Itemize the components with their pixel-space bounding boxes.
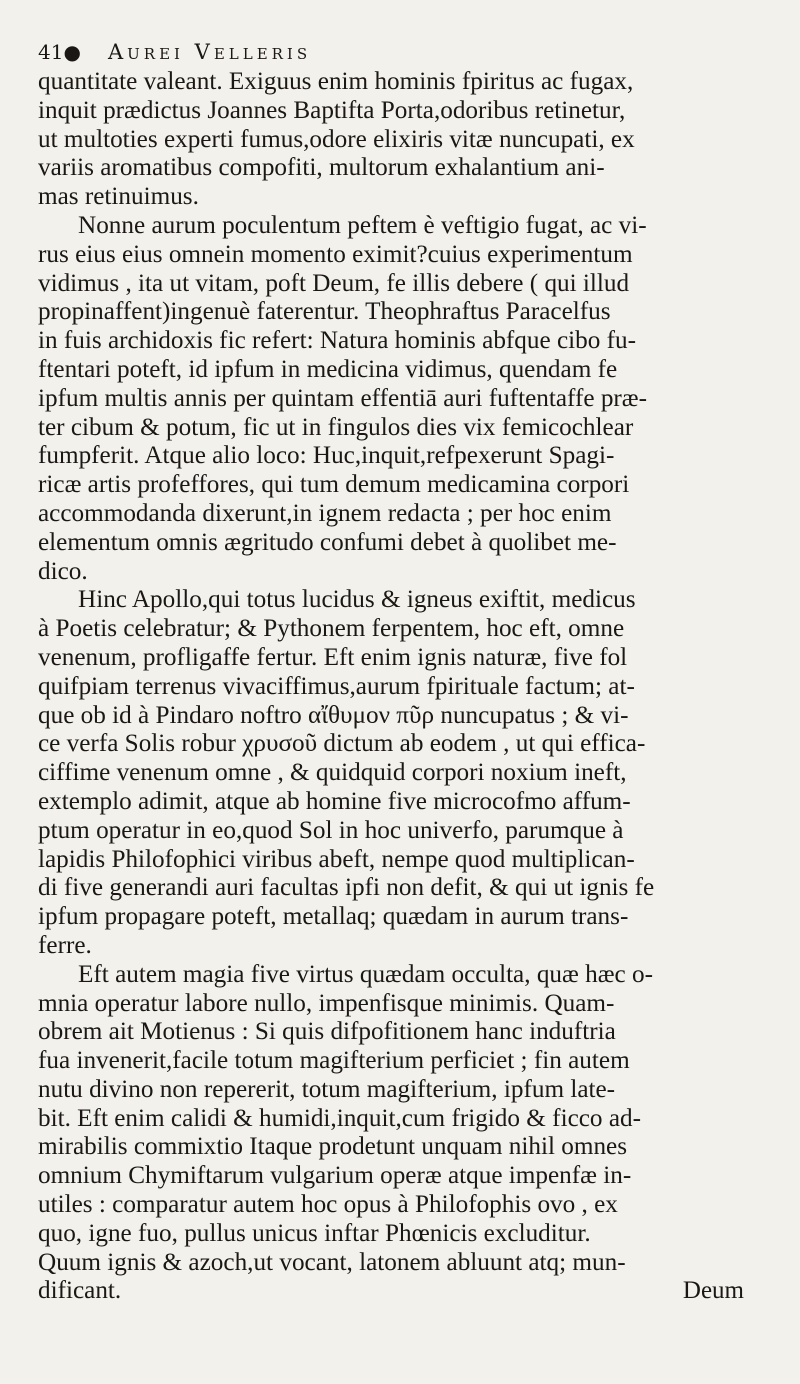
text-line: que ob id à Pindaro noftro αἴθυμον πῦρ nuncupatus ; & vi- bbox=[38, 701, 629, 729]
text-line: ter cibum & potum, fic ut in fingulos dies vix femicochlear bbox=[38, 413, 634, 441]
text-line: ciffime venenum omne , & quidquid corpori noxium ineft, bbox=[38, 759, 627, 787]
text-line: omnium Chymiftarum vulgarium operæ atque impenfæ in- bbox=[38, 1162, 632, 1190]
text-line: ptum operatur in eo,quod Sol in hoc univerfo, parumque à bbox=[38, 816, 624, 844]
text-line: variis aromatibus compofiti, multorum exhalantium ani- bbox=[38, 154, 605, 182]
text-line: inquit prædictus Joannes Baptifta Porta,odoribus retinetur, bbox=[38, 96, 626, 124]
text-line: bit. Eft enim calidi & humidi,inquit,cum frigido & ficco ad- bbox=[38, 1104, 641, 1132]
text-line: ipfum propagare poteft, metallaq; quædam in aurum trans- bbox=[38, 903, 629, 931]
text-line: Quum ignis & azoch,ut vocant, latonem abluunt atq; mun- bbox=[38, 1248, 626, 1276]
text-line: fumpferit. Atque alio loco: Huc,inquit,refpexerunt Spagi- bbox=[38, 442, 615, 470]
text-line: dico. bbox=[38, 557, 88, 585]
page-number: 41● bbox=[38, 40, 81, 64]
text-line: venenum, profligaffe fertur. Eft enim ignis naturæ, five fol bbox=[38, 643, 628, 671]
last-line bbox=[38, 1277, 774, 1306]
text-line: mirabilis commixtio Itaque prodetunt unquam nihil omnes bbox=[38, 1133, 628, 1161]
text-line: quo, igne fuo, pullus unicus inftar Phœnicis excluditur. bbox=[38, 1219, 591, 1247]
catchword: Deum bbox=[682, 1277, 744, 1305]
text-line: ferre. bbox=[38, 931, 92, 959]
text-line: dificant. bbox=[38, 1277, 122, 1305]
text-line: utiles : comparatur autem hoc opus à Philofophis ovo , ex bbox=[38, 1191, 618, 1219]
text-line: elementum omnis ægritudo confumi debet à quolibet me- bbox=[38, 528, 617, 556]
text-line: accommodanda dixerunt,in ignem redacta ; per hoc enim bbox=[38, 499, 612, 527]
text-line: extemplo adimit, atque ab homine five microcofmo affum- bbox=[38, 787, 631, 815]
text-line: mas retinuimus. bbox=[38, 183, 199, 211]
text-line: ut multoties experti fumus,odore elixiris vitæ nuncupati, ex bbox=[38, 125, 635, 153]
text-line: quantitate valeant. Exiguus enim hominis fpiritus ac fugax, bbox=[38, 68, 634, 95]
text-line: ipfum multis annis per quintam effentiā auri fuftentaffe præ- bbox=[38, 384, 647, 412]
paragraph-start-line: Hinc Apollo,qui totus lucidus & igneus exiftit, medicus bbox=[78, 586, 636, 614]
text-line: obrem ait Motienus : Si quis difpofitionem hanc induftria bbox=[38, 1018, 616, 1046]
text-line: nutu divino non repererit, totum magifterium, ipfum late- bbox=[38, 1075, 616, 1103]
text-line: vidimus , ita ut vitam, poft Deum, fe illis debere ( qui illud bbox=[38, 269, 630, 297]
text-line: mnia operatur labore nullo, impenfisque minimis. Quam- bbox=[38, 989, 615, 1017]
text-line: rus eius eius omnein momento eximit?cuius experimentum bbox=[38, 240, 633, 268]
text-line: propinaffent)ingenuè faterentur. Theophraftus Paracelfus bbox=[38, 298, 611, 326]
text-line: à Poetis celebratur; & Pythonem ferpentem, hoc eft, omne bbox=[38, 615, 625, 643]
running-title: Aurei Velleris bbox=[108, 40, 312, 64]
text-line: fua invenerit,facile totum magifterium perficiet ; fin autem bbox=[38, 1047, 630, 1075]
text-line: ce verfa Solis robur χρυσοῦ dictum ab eodem , ut qui effica- bbox=[38, 730, 646, 758]
text-line: quifpiam terrenus vivaciffimus,aurum fpirituale factum; at- bbox=[38, 672, 635, 700]
body-text bbox=[38, 68, 774, 1306]
text-line: in fuis archidoxis fic refert: Natura hominis abfque cibo fu- bbox=[38, 327, 637, 355]
text-line: ricæ artis profeffores, qui tum demum medicamina corpori bbox=[38, 471, 630, 499]
text-line: ftentari poteft, id ipfum in medicina vidimus, quendam fe bbox=[38, 355, 618, 383]
text-line: lapidis Philofophici viribus abeft, nempe quod multiplican- bbox=[38, 845, 635, 873]
paragraph-start-line: Nonne aurum poculentum peftem è veftigio fugat, ac vi- bbox=[78, 211, 647, 239]
text-line: di five generandi auri facultas ipfi non defit, & qui ut ignis fe bbox=[38, 874, 655, 902]
page-header bbox=[38, 40, 774, 64]
paragraph-start-line: Eft autem magia five virtus quædam occulta, quæ hæc o- bbox=[78, 960, 653, 988]
